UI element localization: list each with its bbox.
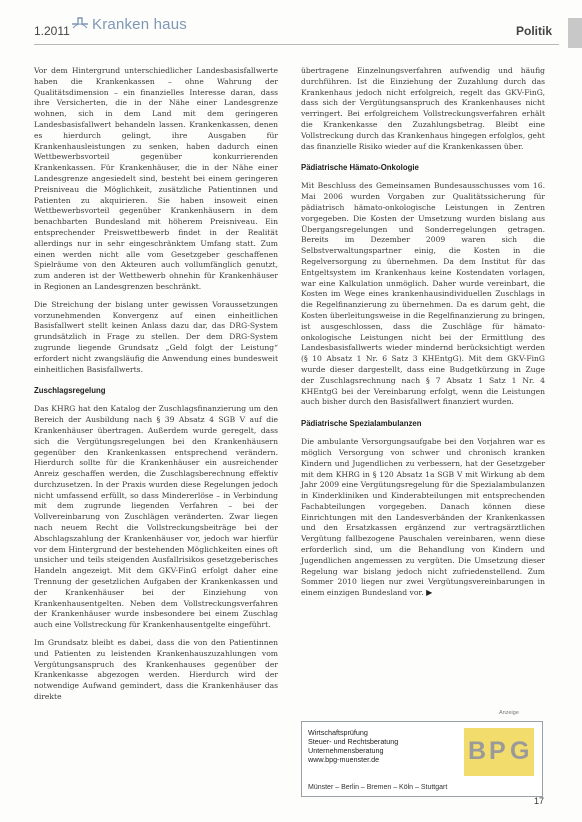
paragraph: Das KHRG hat den Katalog der Zuschlagsfinanzierung um den Bereich der Ausbildung nach § 39 Absatz 4 SGB V auf die Krankenhäuser übertragen. Außerdem wurde geregelt, dass sich die Vergütungsregelungen bei den Krankenhäusern gegenüber den Krankenkassen entsprechend verändern. Hierdurch sollte für die Krankenhäuser ein ausreichender Anreiz geschaffen werden, die Zuschlagsberechnung effektiv durchzusetzen. In der Praxis wurden diese Regelungen jedoch nicht umfassend erfüllt, so dass Mindererlöse – in Verbindung mit dem zugrunde liegenden Verfahren – bei der Vollvereinbarung von Zuschlägen veränderten. Zwar liegen nach neuem Recht die Vollstreckungsbeiträge bei der Abschlagszahlung der Krankenhäuser vor, jedoch war hierfür vor dem Hintergrund der bestehenden Möglichkeiten eines oft unsicher und teils steigenden Ausfallrisikos gesetzgeberisches Handeln angezeigt. Mit dem GKV-FinG erfolgt daher eine Trennung der gesetzlichen Aufgaben der Krankenkassen und der Krankenhäuser bei der Einziehung von Krankenhausentgelten. Neben dem Vollstreckungsverfahren der Krankenhäuser wurde insbesondere bei einem Zuschlag auch eine Vollstreckung für Krankenhausentgelte eingeführt.: [34, 404, 278, 630]
paragraph: Im Grundsatz bleibt es dabei, dass die von den Patientinnen und Patienten zu leistenden Krankenhauszuzahlungen vom Vergütungsanspruch des Krankenhauses gegenüber der Krankenkasse abgezogen werden. Hierdurch wird der notwendige Aufwand gemindert, dass die Krankenhäuser das direkte: [34, 638, 278, 702]
ad-cities: Münster – Berlin – Bremen – Köln – Stuttgart: [308, 784, 448, 791]
bpg-logo: B P G: [464, 728, 534, 776]
section-heading: Zuschlagsregelung: [34, 386, 106, 396]
ad-line: Wirtschaftsprüfung: [308, 728, 368, 737]
section-heading: Pädiatrische Hämato-Onkologie: [301, 163, 419, 173]
cross-icon: [70, 16, 90, 32]
page-number: 17: [533, 796, 544, 806]
continue-arrow-icon: ▶: [426, 588, 433, 598]
magazine-name: Kranken haus: [92, 16, 187, 33]
paragraph: Mit Beschluss des Gemeinsamen Bundesausschusses vom 16. Mai 2006 wurden Vorgaben zur Qualitätssicherung für pädiatrisch hämato-onkologische Leistungen in Zentren vorgegeben. Die Kosten der Umsetzung wurden bislang aus Übergangsregelungen und Sonderregelungen getragen. Bereits im Dezember 2009 waren sich die Selbstverwaltungspartner einig, die Kosten in die Regelversorgung zu übernehmen. Da dem Institut für das Entgeltsystem im Krankenhaus keine Kostendaten vorlagen, war eine Kalkulation unmöglich. Daher wurde vereinbart, die Kosten im Wege eines krankenhausindividuellen Zuschlags in die Regelfinanzierung zu übernehmen. Da es darum geht, die Kosten überleitungsweise in die Regelfinanzierung zu bringen, ist ausgeschlossen, dass die Zuschläge für hämato-onkologische Leistungen nicht bei der Ermittlung des Landesbasisfallwerts wieder mindernd berücksichtigt werden (§ 10 Absatz 1 Nr. 6 Satz 3 KHEntgG). Mit dem GKV-FinG wurde dieser dargestellt, dass eine Budgetkürzung in Zuge der Zuschlagsrechnung nach § 7 Absatz 1 Satz 1 Nr. 4 KHEntgG bei der Vereinbarung erfolgt, wenn die Leistungen auch bisher durch den Basisfallwert finanziert wurden.: [301, 181, 545, 407]
paragraph: übertragene Einzelnungsverfahren aufwendig und häufig durchführen. Ist die Einziehung der Zuzahlung durch das Krankenhaus jedoch nicht erfolgreich, regelt das GKV-FinG, dass sich der Vergütungsanspruch des Krankenhauses nicht verringert. Bei erfolgreichem Vollstreckungsverfahren erhält die Krankenkasse den Zuzahlungsbetrag. Bleibt eine Vollstreckung durch das Krankenhaus hingegen erfolglos, geht das finanzielle Risiko wieder auf die Krankenkassen über.: [301, 66, 545, 151]
page-header: [0, 0, 582, 58]
section-heading: Pädiatrische Spezialambulanzen: [301, 419, 422, 429]
paragraph: Vor dem Hintergrund unterschiedlicher Landesbasisfallwerte haben die Krankenkassen – ohne Wahrung der Qualitätsdimension – ein finanzielles Interesse daran, dass ihre Versicherten, die in der Nähe einer Landesgrenze wohnen, sich in dem Land mit dem geringeren Landesbasisfallwert behandeln lassen. Krankenkassen, denen es hierdurch gelingt, ihre Ausgaben für Krankenhausleistungen zu senken, haben dadurch einen Wettbewerbsvorteil gegenüber konkurrierenden Krankenkassen. Für Krankenhäuser, die in der Nähe einer Landesgrenze angesiedelt sind, besteht bei einem geringeren Preisniveau die Möglichkeit, zusätzliche Patientinnen und Patienten zu akquirieren. Sie haben insoweit einen Wettbewerbsvorteil gegenüber Krankenhäusern in dem benachbarten Bundesland mit höherem Preisniveau. Ein entsprechender Preiswettbewerb findet in der Realität allerdings nur in sehr eingeschränktem Umfang statt. Zum einen werden nicht alle vom Gesetzgeber geschaffenen Spielräume von den Akteuren auch vollumfänglich genutzt, zum anderen ist der Wettbewerb ohnehin für Krankenhäuser in Regionen an Landesgrenzen beschränkt.: [34, 66, 278, 291]
ad-label: Anzeige: [499, 710, 519, 716]
paragraph-text: Die ambulante Versorgungsaufgabe bei den Vorjahren war es möglich Versorgung von schwer und chronisch kranken Kindern und Jugendlichen zu verbessern, hat der Gesetzgeber mit dem KHRG in § 120 Absatz 1a SGB V mit Wirkung ab dem Jahr 2009 eine Vergütungsregelung für die Spezialambulanzen in Kinderkliniken und Kinderabteilungen mit entsprechenden Fachabteilungen vorgegeben. Danach können diese Einrichtungen mit den Landesverbänden der Krankenkassen und den Ersatzkassen ergänzend zur vertragsärztlichen Vergütung fallbezogene Pauschalen vereinbaren, wenn diese erforderlich sind, um die Behandlung von Kindern und Jugendlichen angemessen zu vergüten. Die Umsetzung dieser Regelung war bislang jedoch nicht zufriedenstellend. Zum Sommer 2010 liegen nur zwei Vergütungsvereinbarungen in einem einzigen Bundesland vor.: [301, 437, 545, 598]
ad-url[interactable]: www.bpg-muenster.de: [308, 755, 380, 764]
magazine-logo: [70, 16, 187, 33]
paragraph: Die Streichung der bislang unter gewissen Voraussetzungen vorzunehmenden Konvergenz auf einen einheitlichen Basisfallwert stellt keinen Anlass dazu dar, das DRG-System grundsätzlich in Frage zu stellen. Der dem DRG-System zugrunde liegende Grundsatz „Geld folgt der Leistung“ erfordert nicht zwangsläufig die Anwendung eines bundesweit einheitlichen Basisfallwerts.: [34, 299, 278, 374]
header-divider: [34, 44, 559, 45]
paragraph: [301, 437, 545, 599]
section-title: Politik: [515, 24, 552, 38]
ad-text: [308, 728, 398, 764]
right-column: [301, 66, 545, 606]
issue-number: 1.2011: [34, 24, 70, 38]
ad-line: Unternehmensberatung: [308, 746, 384, 755]
advertisement-box[interactable]: [301, 721, 543, 797]
ad-line: Steuer- und Rechtsberatung: [308, 737, 399, 746]
edge-tab-marker: [568, 18, 582, 48]
left-column: [34, 66, 278, 710]
